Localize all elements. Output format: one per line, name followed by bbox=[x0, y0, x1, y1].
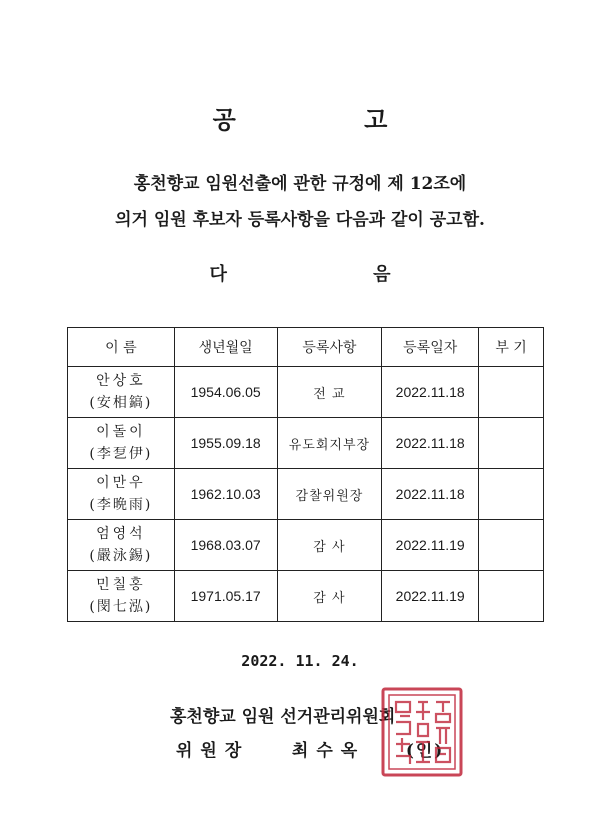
note-cell bbox=[479, 520, 544, 571]
registration-table bbox=[67, 327, 544, 622]
name-cell bbox=[68, 520, 175, 571]
name-korean: 안상호 bbox=[96, 373, 146, 389]
notice-intro bbox=[60, 166, 540, 238]
subheading: 다 음 bbox=[209, 264, 461, 285]
official-seal-stamp bbox=[380, 686, 464, 778]
name-hanja: (李乭伊) bbox=[89, 446, 153, 462]
notice-date: 2022. 11. 24. bbox=[241, 652, 359, 670]
note-cell bbox=[479, 469, 544, 520]
item-cell: 전 교 bbox=[277, 367, 382, 418]
table-row bbox=[68, 520, 544, 571]
header-name: 이 름 bbox=[68, 328, 175, 367]
intro-line-2: 의거 임원 후보자 등록사항을 다음과 같이 공고함. bbox=[115, 210, 485, 230]
table-row bbox=[68, 367, 544, 418]
reg-date-cell: 2022.11.18 bbox=[382, 469, 479, 520]
intro-line-1: 홍천향교 임원선출에 관한 규정에 제 12조에 bbox=[133, 174, 467, 194]
name-hanja: (閔七泓) bbox=[89, 599, 153, 615]
reg-date-cell: 2022.11.18 bbox=[382, 418, 479, 469]
note-cell bbox=[479, 367, 544, 418]
chair-name: 최수옥 bbox=[291, 741, 366, 761]
table-row bbox=[68, 571, 544, 622]
table-row bbox=[68, 469, 544, 520]
item-cell: 감 사 bbox=[277, 520, 382, 571]
chair-title: 위원장 bbox=[176, 741, 250, 761]
item-cell: 감 사 bbox=[277, 571, 382, 622]
name-hanja: (李晩雨) bbox=[89, 497, 153, 513]
name-cell bbox=[68, 418, 175, 469]
name-hanja: (嚴泳錫) bbox=[89, 548, 153, 564]
name-korean: 이돌이 bbox=[96, 424, 146, 440]
header-birth: 생년월일 bbox=[174, 328, 277, 367]
birth-cell: 1955.09.18 bbox=[174, 418, 277, 469]
note-cell bbox=[479, 418, 544, 469]
name-korean: 엄영석 bbox=[96, 526, 146, 542]
name-korean: 민칠홍 bbox=[96, 577, 146, 593]
name-cell bbox=[68, 571, 175, 622]
seal-mark-text: (인) bbox=[405, 741, 445, 761]
birth-cell: 1962.10.03 bbox=[174, 469, 277, 520]
committee-name: 홍천향교 임원 선거관리위원회 bbox=[170, 707, 396, 727]
table-row bbox=[68, 418, 544, 469]
table-header-row bbox=[68, 328, 544, 367]
header-reg-date: 등록일자 bbox=[382, 328, 479, 367]
reg-date-cell: 2022.11.19 bbox=[382, 571, 479, 622]
name-cell bbox=[68, 367, 175, 418]
name-korean: 이만우 bbox=[96, 475, 146, 491]
header-note: 부 기 bbox=[479, 328, 544, 367]
birth-cell: 1954.06.05 bbox=[174, 367, 277, 418]
reg-date-cell: 2022.11.18 bbox=[382, 367, 479, 418]
notice-title: 공 고 bbox=[212, 105, 448, 134]
name-cell bbox=[68, 469, 175, 520]
item-cell: 감찰위원장 bbox=[277, 469, 382, 520]
header-item: 등록사항 bbox=[277, 328, 382, 367]
note-cell bbox=[479, 571, 544, 622]
birth-cell: 1971.05.17 bbox=[174, 571, 277, 622]
birth-cell: 1968.03.07 bbox=[174, 520, 277, 571]
name-hanja: (安相鎬) bbox=[89, 395, 153, 411]
item-cell: 유도회지부장 bbox=[277, 418, 382, 469]
reg-date-cell: 2022.11.19 bbox=[382, 520, 479, 571]
